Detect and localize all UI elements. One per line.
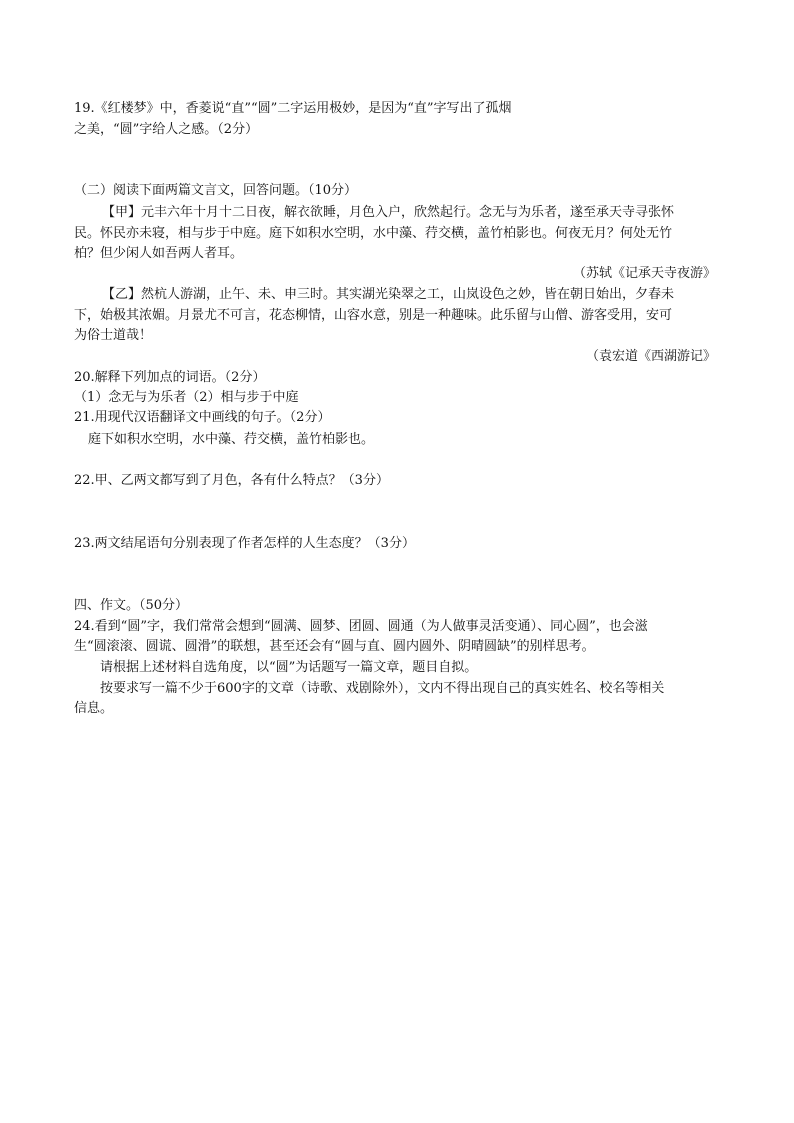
passage-yi-source: （袁宏道《西湖游记》	[585, 349, 716, 364]
passage-yi-line-1: 【乙】然杭人游湖，止午、未、申三时。其实湖光染翠之工，山岚设色之妙，皆在朝日始出，夕春未	[102, 287, 675, 302]
passage-jia-line-3: 柏？但少闲人如吾两人者耳。	[74, 246, 244, 261]
q24-line-1: 24.看到“圆”字，我们常常会想到“圆满、圆梦、团圆、圆通（为人做事灵活变通）、同心圆”，也会滋	[74, 619, 648, 634]
section-4-heading: 四、作文。（50分）	[74, 598, 189, 613]
question-23: 23.两文结尾语句分别表现了作者怎样的人生态度？（3分）	[74, 536, 415, 551]
passage-jia-line-1: 【甲】元丰六年十月十二日夜，解衣欲睡，月色入户，欣然起行。念无与为乐者，遂至承天寺寻张怀	[102, 205, 675, 220]
q24-line-3: 请根据上述材料自选角度，以“圆”为话题写一篇文章，题目自拟。	[100, 660, 478, 675]
passage-yi-line-3: 为俗士道哉！	[74, 328, 153, 343]
q21-line-1: 21.用现代汉语翻译文中画线的句子。（2分）	[74, 410, 331, 425]
section-2-heading: （二）阅读下面两篇文言文，回答问题。（10分）	[74, 183, 358, 198]
q20-line-2: （1）念无与为乐者（2）相与步于中庭	[74, 390, 299, 405]
q24-line-5: 信息。	[74, 701, 114, 716]
q21-line-2: 庭下如积水空明，水中藻、荇交横，盖竹柏影也。	[88, 432, 375, 447]
passage-jia-line-2: 民。怀民亦未寝，相与步于中庭。庭下如积水空明，水中藻、荇交横，盖竹柏影也。何夜无月？何处无竹	[74, 226, 673, 241]
q24-line-4: 按要求写一篇不少于600字的文章（诗歌、戏剧除外），文内不得出现自己的真实姓名、校名等相关	[100, 681, 665, 696]
q24-line-2: 生“圆滚滚、圆谎、圆滑”的联想，甚至还会有“圆与直、圆内圆外、阴晴圆缺”的别样思考。	[74, 639, 595, 654]
q20-line-1: 20.解释下列加点的词语。（2分）	[74, 370, 266, 385]
passage-jia-source: （苏轼《记承天寺夜游》	[572, 266, 716, 281]
q19-line-2: 之美，“圆”字给人之感。（2分）	[74, 122, 259, 137]
passage-yi-line-2: 下，始极其浓媚。月景尤不可言，花态柳情，山容水意，别是一种趣味。此乐留与山僧、游客受用，安可	[74, 308, 673, 323]
question-22: 22.甲、乙两文都写到了月色，各有什么特点？（3分）	[74, 473, 389, 488]
q19-line-1: 19.《红楼梦》中，香菱说“直”“圆”二字运用极妙，是因为“直”字写出了孤烟	[74, 101, 512, 116]
